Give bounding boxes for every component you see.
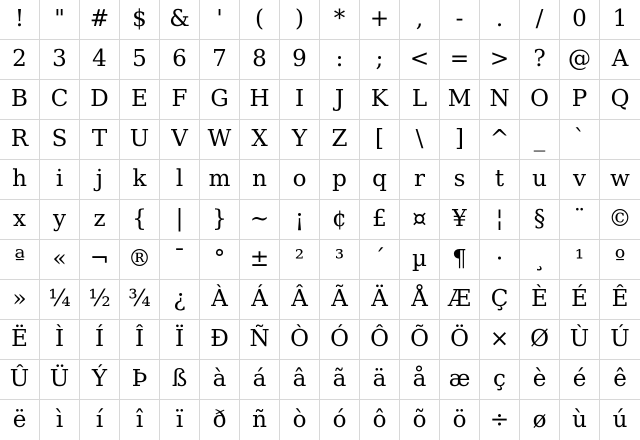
glyph-cell: . [480,0,520,40]
glyph-cell: [ [360,120,400,160]
glyph-cell: § [520,200,560,240]
glyph-cell: 7 [200,40,240,80]
glyph-cell: 9 [280,40,320,80]
glyph-cell: Ç [480,280,520,320]
glyph-cell: Á [240,280,280,320]
glyph-cell: ä [360,360,400,400]
glyph-cell: I [280,80,320,120]
glyph-cell: O [520,80,560,120]
glyph-cell: ¢ [320,200,360,240]
glyph-cell: Ð [200,320,240,360]
glyph-cell: à [200,360,240,400]
glyph-cell: T [80,120,120,160]
glyph-cell: Ñ [240,320,280,360]
glyph-cell: * [320,0,360,40]
glyph-cell: N [480,80,520,120]
glyph-cell: < [400,40,440,80]
glyph-cell: Æ [440,280,480,320]
glyph-cell: ã [320,360,360,400]
glyph-cell: Ü [40,360,80,400]
glyph-cell: j [80,160,120,200]
glyph-cell: L [400,80,440,120]
glyph-cell: ¯ [160,240,200,280]
glyph-cell: ¤ [400,200,440,240]
glyph-cell: \ [400,120,440,160]
glyph-cell: ù [560,400,600,440]
glyph-cell: Ò [280,320,320,360]
glyph-cell: å [400,360,440,400]
glyph-cell: º [600,240,640,280]
glyph-cell: | [160,200,200,240]
glyph-cell: R [0,120,40,160]
glyph-cell: Ô [360,320,400,360]
glyph-cell: u [520,160,560,200]
glyph-cell: À [200,280,240,320]
glyph-cell: w [600,160,640,200]
glyph-cell: ¨ [560,200,600,240]
glyph-cell: i [40,160,80,200]
glyph-cell: ð [200,400,240,440]
glyph-cell: ÷ [480,400,520,440]
glyph-cell: s [440,160,480,200]
glyph-cell: - [440,0,480,40]
glyph-cell: S [40,120,80,160]
glyph-cell: v [560,160,600,200]
glyph-cell: õ [400,400,440,440]
glyph-cell: 5 [120,40,160,80]
glyph-cell: ö [440,400,480,440]
glyph-cell: ë [0,400,40,440]
glyph-cell: r [400,160,440,200]
glyph-cell: Î [120,320,160,360]
glyph-cell: Ã [320,280,360,320]
glyph-cell: Ì [40,320,80,360]
glyph-cell: ) [280,0,320,40]
glyph-cell: C [40,80,80,120]
glyph-cell: { [120,200,160,240]
glyph-cell: , [400,0,440,40]
glyph-cell: ( [240,0,280,40]
glyph-cell: Í [80,320,120,360]
glyph-cell: ¥ [440,200,480,240]
glyph-cell: È [520,280,560,320]
glyph-cell: ~ [240,200,280,240]
glyph-cell: z [80,200,120,240]
glyph-cell: ì [40,400,80,440]
glyph-cell: x [0,200,40,240]
glyph-cell: Þ [120,360,160,400]
glyph-cell: @ [560,40,600,80]
glyph-cell: l [160,160,200,200]
glyph-cell: _ [520,120,560,160]
glyph-cell: E [120,80,160,120]
glyph-cell: î [120,400,160,440]
glyph-cell: / [520,0,560,40]
glyph-cell: Å [400,280,440,320]
glyph-cell: ç [480,360,520,400]
glyph-cell-empty [600,120,640,160]
glyph-cell: « [40,240,80,280]
glyph-cell: ? [520,40,560,80]
glyph-cell: · [480,240,520,280]
glyph-cell: á [240,360,280,400]
glyph-cell: = [440,40,480,80]
glyph-cell: Y [280,120,320,160]
glyph-cell: 3 [40,40,80,80]
glyph-cell: £ [360,200,400,240]
glyph-cell: J [320,80,360,120]
glyph-cell: A [600,40,640,80]
glyph-cell: n [240,160,280,200]
glyph-cell: U [120,120,160,160]
glyph-cell: Õ [400,320,440,360]
glyph-cell: > [480,40,520,80]
glyph-cell: V [160,120,200,160]
glyph-cell: Ö [440,320,480,360]
glyph-cell: É [560,280,600,320]
glyph-cell: Ó [320,320,360,360]
glyph-cell: ê [600,360,640,400]
glyph-cell: é [560,360,600,400]
glyph-cell: Ø [520,320,560,360]
glyph-cell: Â [280,280,320,320]
glyph-cell: Ê [600,280,640,320]
glyph-cell: Ú [600,320,640,360]
glyph-cell: » [0,280,40,320]
glyph-cell: ; [360,40,400,80]
glyph-cell: 1 [600,0,640,40]
glyph-cell: B [0,80,40,120]
glyph-cell: ´ [360,240,400,280]
glyph-cell: F [160,80,200,120]
glyph-cell: o [280,160,320,200]
glyph-cell: ¬ [80,240,120,280]
glyph-cell: 4 [80,40,120,80]
glyph-cell: t [480,160,520,200]
glyph-cell: ' [200,0,240,40]
glyph-cell: ¦ [480,200,520,240]
glyph-cell: P [560,80,600,120]
glyph-cell: " [40,0,80,40]
glyph-cell: ` [560,120,600,160]
glyph-cell: p [320,160,360,200]
glyph-cell: ø [520,400,560,440]
glyph-cell: ó [320,400,360,440]
glyph-cell: í [80,400,120,440]
glyph-cell: Ë [0,320,40,360]
glyph-cell: ½ [80,280,120,320]
glyph-cell: Ï [160,320,200,360]
glyph-cell: + [360,0,400,40]
glyph-cell: & [160,0,200,40]
glyph-cell: â [280,360,320,400]
glyph-cell: ° [200,240,240,280]
glyph-cell: ] [440,120,480,160]
glyph-cell: ª [0,240,40,280]
glyph-cell: Û [0,360,40,400]
glyph-cell: ² [280,240,320,280]
glyph-cell: © [600,200,640,240]
glyph-cell: ¡ [280,200,320,240]
glyph-cell: 0 [560,0,600,40]
glyph-cell: ® [120,240,160,280]
glyph-cell: è [520,360,560,400]
glyph-cell: m [200,160,240,200]
glyph-cell: ± [240,240,280,280]
glyph-cell: Ù [560,320,600,360]
glyph-cell: ³ [320,240,360,280]
glyph-cell: Ä [360,280,400,320]
glyph-cell: } [200,200,240,240]
glyph-cell: Ý [80,360,120,400]
glyph-cell: 8 [240,40,280,80]
glyph-cell: ô [360,400,400,440]
glyph-cell: X [240,120,280,160]
glyph-cell: k [120,160,160,200]
glyph-cell: ¿ [160,280,200,320]
glyph-cell: ¾ [120,280,160,320]
glyph-cell: 2 [0,40,40,80]
glyph-cell: W [200,120,240,160]
glyph-cell: ò [280,400,320,440]
glyph-cell: : [320,40,360,80]
glyph-cell: ï [160,400,200,440]
glyph-cell: ^ [480,120,520,160]
glyph-cell: ¸ [520,240,560,280]
glyph-cell: ¼ [40,280,80,320]
glyph-cell: Q [600,80,640,120]
glyph-cell: ¹ [560,240,600,280]
glyph-cell: h [0,160,40,200]
glyph-cell: $ [120,0,160,40]
glyph-cell: H [240,80,280,120]
glyph-cell: Z [320,120,360,160]
glyph-cell: ú [612,406,628,433]
glyph-cell: y [40,200,80,240]
glyph-cell: K [360,80,400,120]
glyph-cell: M [440,80,480,120]
glyph-cell: æ [440,360,480,400]
glyph-cell: × [480,320,520,360]
glyph-cell: G [200,80,240,120]
glyph-cell: D [80,80,120,120]
glyph-cell: ñ [240,400,280,440]
glyph-cell: ! [0,0,40,40]
glyph-cell: µ [400,240,440,280]
glyph-cell: q [360,160,400,200]
glyph-cell: # [80,0,120,40]
glyph-cell: ß [160,360,200,400]
glyph-cell: ¶ [440,240,480,280]
glyph-cell: 6 [160,40,200,80]
